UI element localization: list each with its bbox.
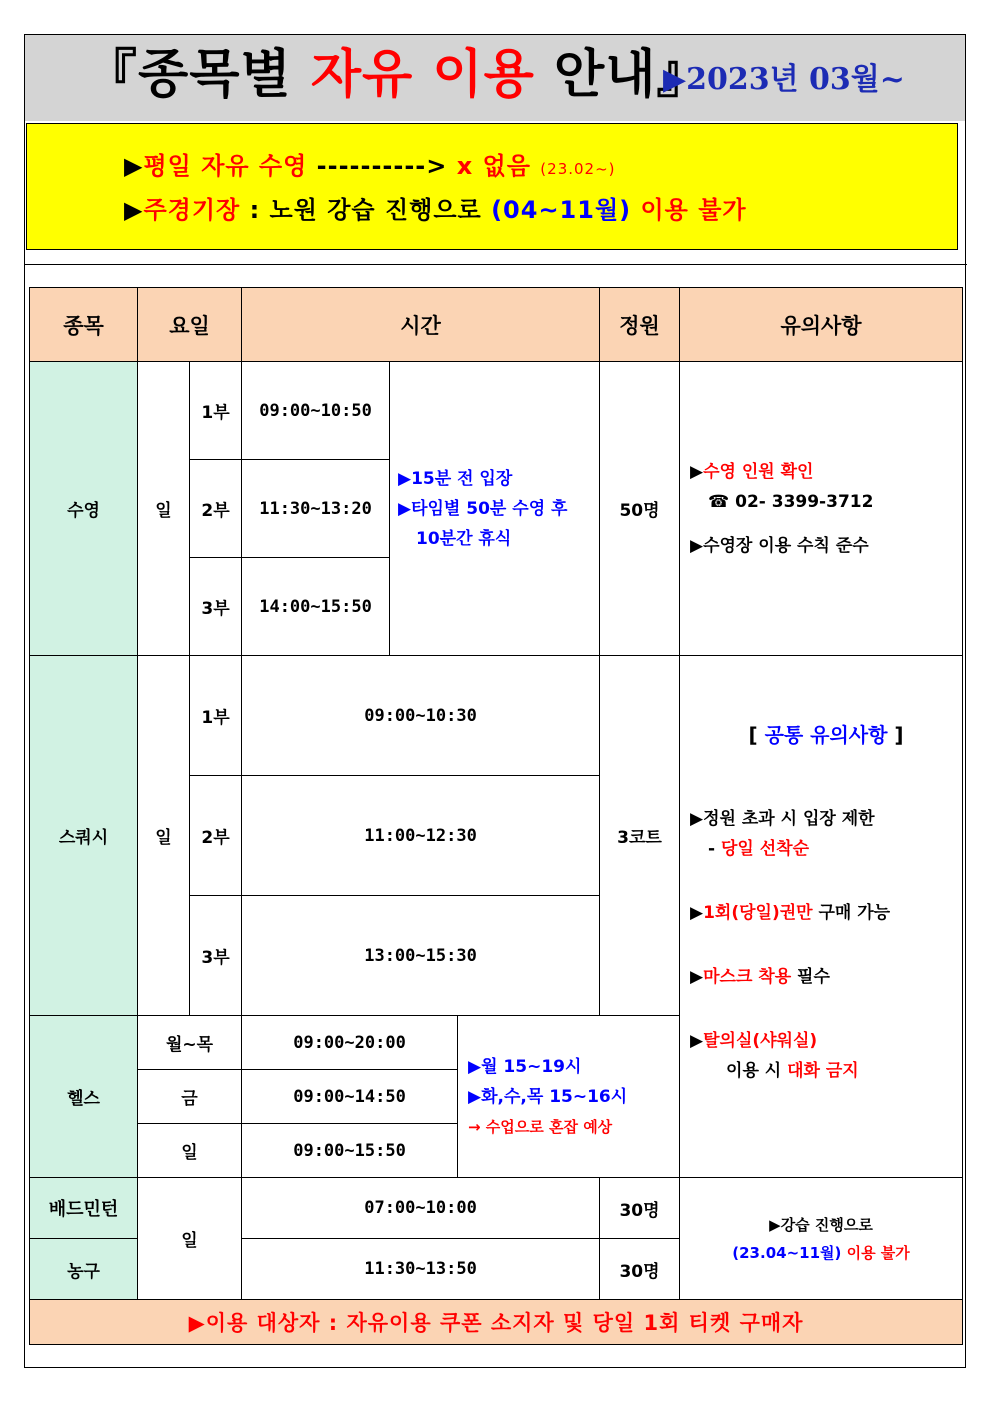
squash-time-3: 13:00~15:30	[242, 896, 600, 1016]
health-time-2: 09:00~14:50	[242, 1070, 458, 1124]
bb-notes: ▶강습 진행으로 (23.04~11월) 이용 불가	[680, 1178, 963, 1300]
header-notes: 유의사항	[680, 288, 963, 362]
header-capacity: 정원	[600, 288, 680, 362]
health-day-3: 일	[138, 1124, 242, 1178]
health-day-2: 금	[138, 1070, 242, 1124]
squash-day: 일	[138, 656, 190, 1016]
health-info: ▶월 15~19시 ▶화,수,목 15~16시 → 수업으로 혼잡 예상	[458, 1016, 680, 1178]
swim-time-1: 09:00~10:50	[242, 362, 390, 460]
sport-swim: 수영	[30, 362, 138, 656]
table-row	[30, 1178, 963, 1239]
notice-line-2: ▶주경기장 : 노원 강습 진행으로 (04~11월) 이용 불가	[124, 196, 747, 224]
health-time-1: 09:00~20:00	[242, 1016, 458, 1070]
squash-part-1: 1부	[190, 656, 242, 776]
page-title: 『종목별 자유 이용 안내』	[85, 45, 710, 105]
footer-row	[30, 1300, 963, 1345]
header-day: 요일	[138, 288, 242, 362]
swim-part-2: 2부	[190, 460, 242, 558]
swim-part-3: 3부	[190, 558, 242, 656]
swim-time-3: 14:00~15:50	[242, 558, 390, 656]
schedule-table	[29, 287, 963, 1345]
badminton-time: 07:00~10:00	[242, 1178, 600, 1239]
table-row	[30, 362, 963, 460]
squash-time-2: 11:00~12:30	[242, 776, 600, 896]
squash-part-3: 3부	[190, 896, 242, 1016]
bb-day: 일	[138, 1178, 242, 1300]
swim-capacity: 50명	[600, 362, 680, 656]
basketball-capacity: 30명	[600, 1239, 680, 1300]
swim-time-2: 11:30~13:20	[242, 460, 390, 558]
basketball-time: 11:30~13:50	[242, 1239, 600, 1300]
common-notes: [ 공통 유의사항 ] ▶정원 초과 시 입장 제한 - 당일 선착순 ▶1회(당일)권만 구매 가능 ▶마스크 착용 필수 ▶탈의실(샤워실) 이용 시 대화 금지	[680, 656, 963, 1178]
squash-part-2: 2부	[190, 776, 242, 896]
health-time-3: 09:00~15:50	[242, 1124, 458, 1178]
sport-basketball: 농구	[30, 1239, 138, 1300]
header-time: 시간	[242, 288, 600, 362]
notice-box	[26, 123, 958, 250]
page-subtitle: ▶2023년 03월~	[663, 62, 905, 97]
divider	[25, 264, 967, 265]
eligibility-footer: ▶이용 대상자 : 자유이용 쿠폰 소지자 및 당일 1회 티켓 구매자	[30, 1300, 963, 1345]
sport-health: 헬스	[30, 1016, 138, 1178]
squash-time-1: 09:00~10:30	[242, 656, 600, 776]
badminton-capacity: 30명	[600, 1178, 680, 1239]
notice-line-1: ▶평일 자유 수영 ----------> x 없음 (23.02~)	[124, 152, 616, 180]
swim-part-1: 1부	[190, 362, 242, 460]
swim-info: ▶15분 전 입장 ▶타임별 50분 수영 후 10분간 휴식	[390, 362, 600, 656]
squash-capacity: 3코트	[600, 656, 680, 1016]
swim-notes: ▶수영 인원 확인 ☎ 02- 3399-3712 ▶수영장 이용 수칙 준수	[680, 362, 963, 656]
swim-day: 일	[138, 362, 190, 656]
table-row	[30, 656, 963, 776]
header-sport: 종목	[30, 288, 138, 362]
sport-squash: 스쿼시	[30, 656, 138, 1016]
health-day-1: 월~목	[138, 1016, 242, 1070]
sport-badminton: 배드민턴	[30, 1178, 138, 1239]
header-row	[30, 288, 963, 362]
